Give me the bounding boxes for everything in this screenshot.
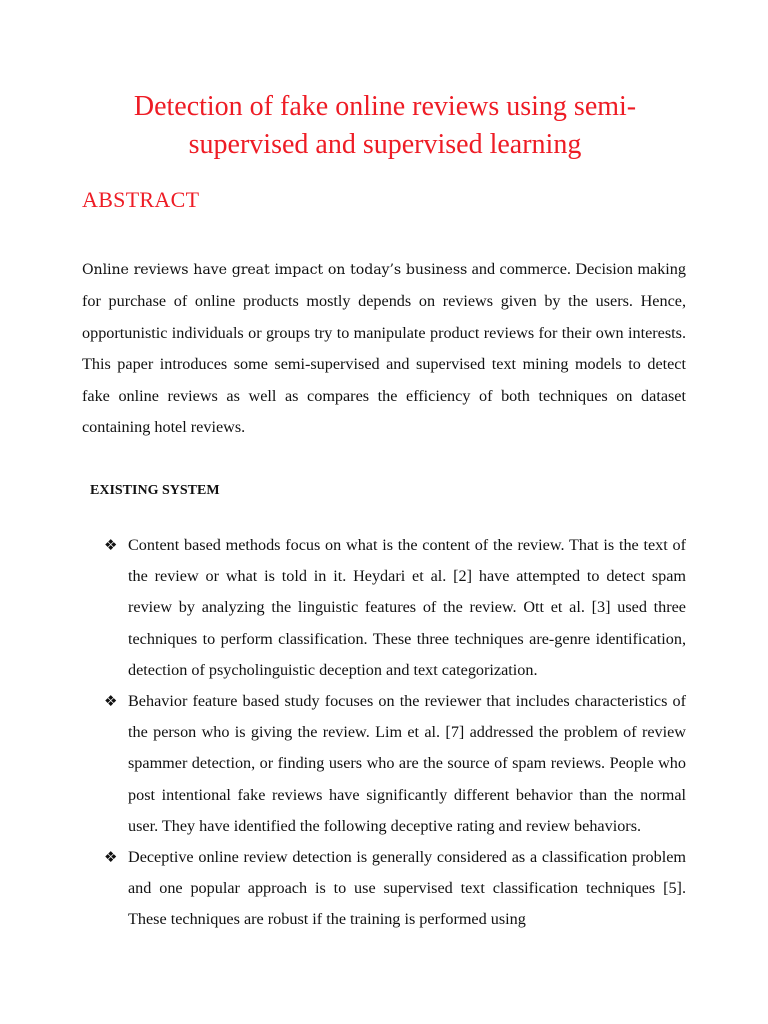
- abstract-paragraph: [82, 254, 686, 443]
- diamond-bullet-icon: ❖: [104, 848, 118, 867]
- abstract-heading: ABSTRACT: [82, 187, 200, 212]
- abstract-lead-text: Online reviews have great impact on today’s business: [82, 262, 468, 278]
- list-item: [104, 530, 686, 686]
- list-item: [104, 686, 686, 842]
- list-item-text: Deceptive online review detection is generally considered as a classification problem and one popular approach is to use supervised text classification techniques [5]. These techniques are robust if the training is performed using: [128, 848, 686, 929]
- list-item-text: Behavior feature based study focuses on the reviewer that includes characteristics of the person who is giving the review. Lim et al. [7] addressed the problem of review spammer detection, or finding users who are the source of spam reviews. People who post intentional fake reviews have significantly different behavior than the normal user. They have identified the following deceptive rating and review behaviors.: [128, 692, 686, 835]
- paper-title: Detection of fake online reviews using semi-supervised and supervised learning: [133, 91, 637, 160]
- abstract-rest-text: and commerce. Decision making for purchase of online products mostly depends on reviews given by the users. Hence, opportunistic individuals or groups try to manipulate product reviews for their own interests. This paper introduces some semi-supervised and supervised text mining models to detect fake online reviews as well as compares the efficiency of both techniques on dataset containing hotel reviews.: [82, 260, 686, 437]
- diamond-bullet-icon: ❖: [104, 692, 118, 711]
- list-item-text: Content based methods focus on what is the content of the review. That is the text of the review or what is told in it. Heydari et al. [2] have attempted to detect spam review by analyzing the linguistic features of the review. Ott et al. [3] used three techniques to perform classification. These three techniques are-genre identification, detection of psycholinguistic deception and text categorization.: [128, 536, 686, 679]
- existing-system-heading: EXISTING SYSTEM: [90, 483, 220, 498]
- diamond-bullet-icon: ❖: [104, 536, 118, 554]
- list-item: [104, 842, 686, 936]
- existing-system-list: [104, 530, 686, 936]
